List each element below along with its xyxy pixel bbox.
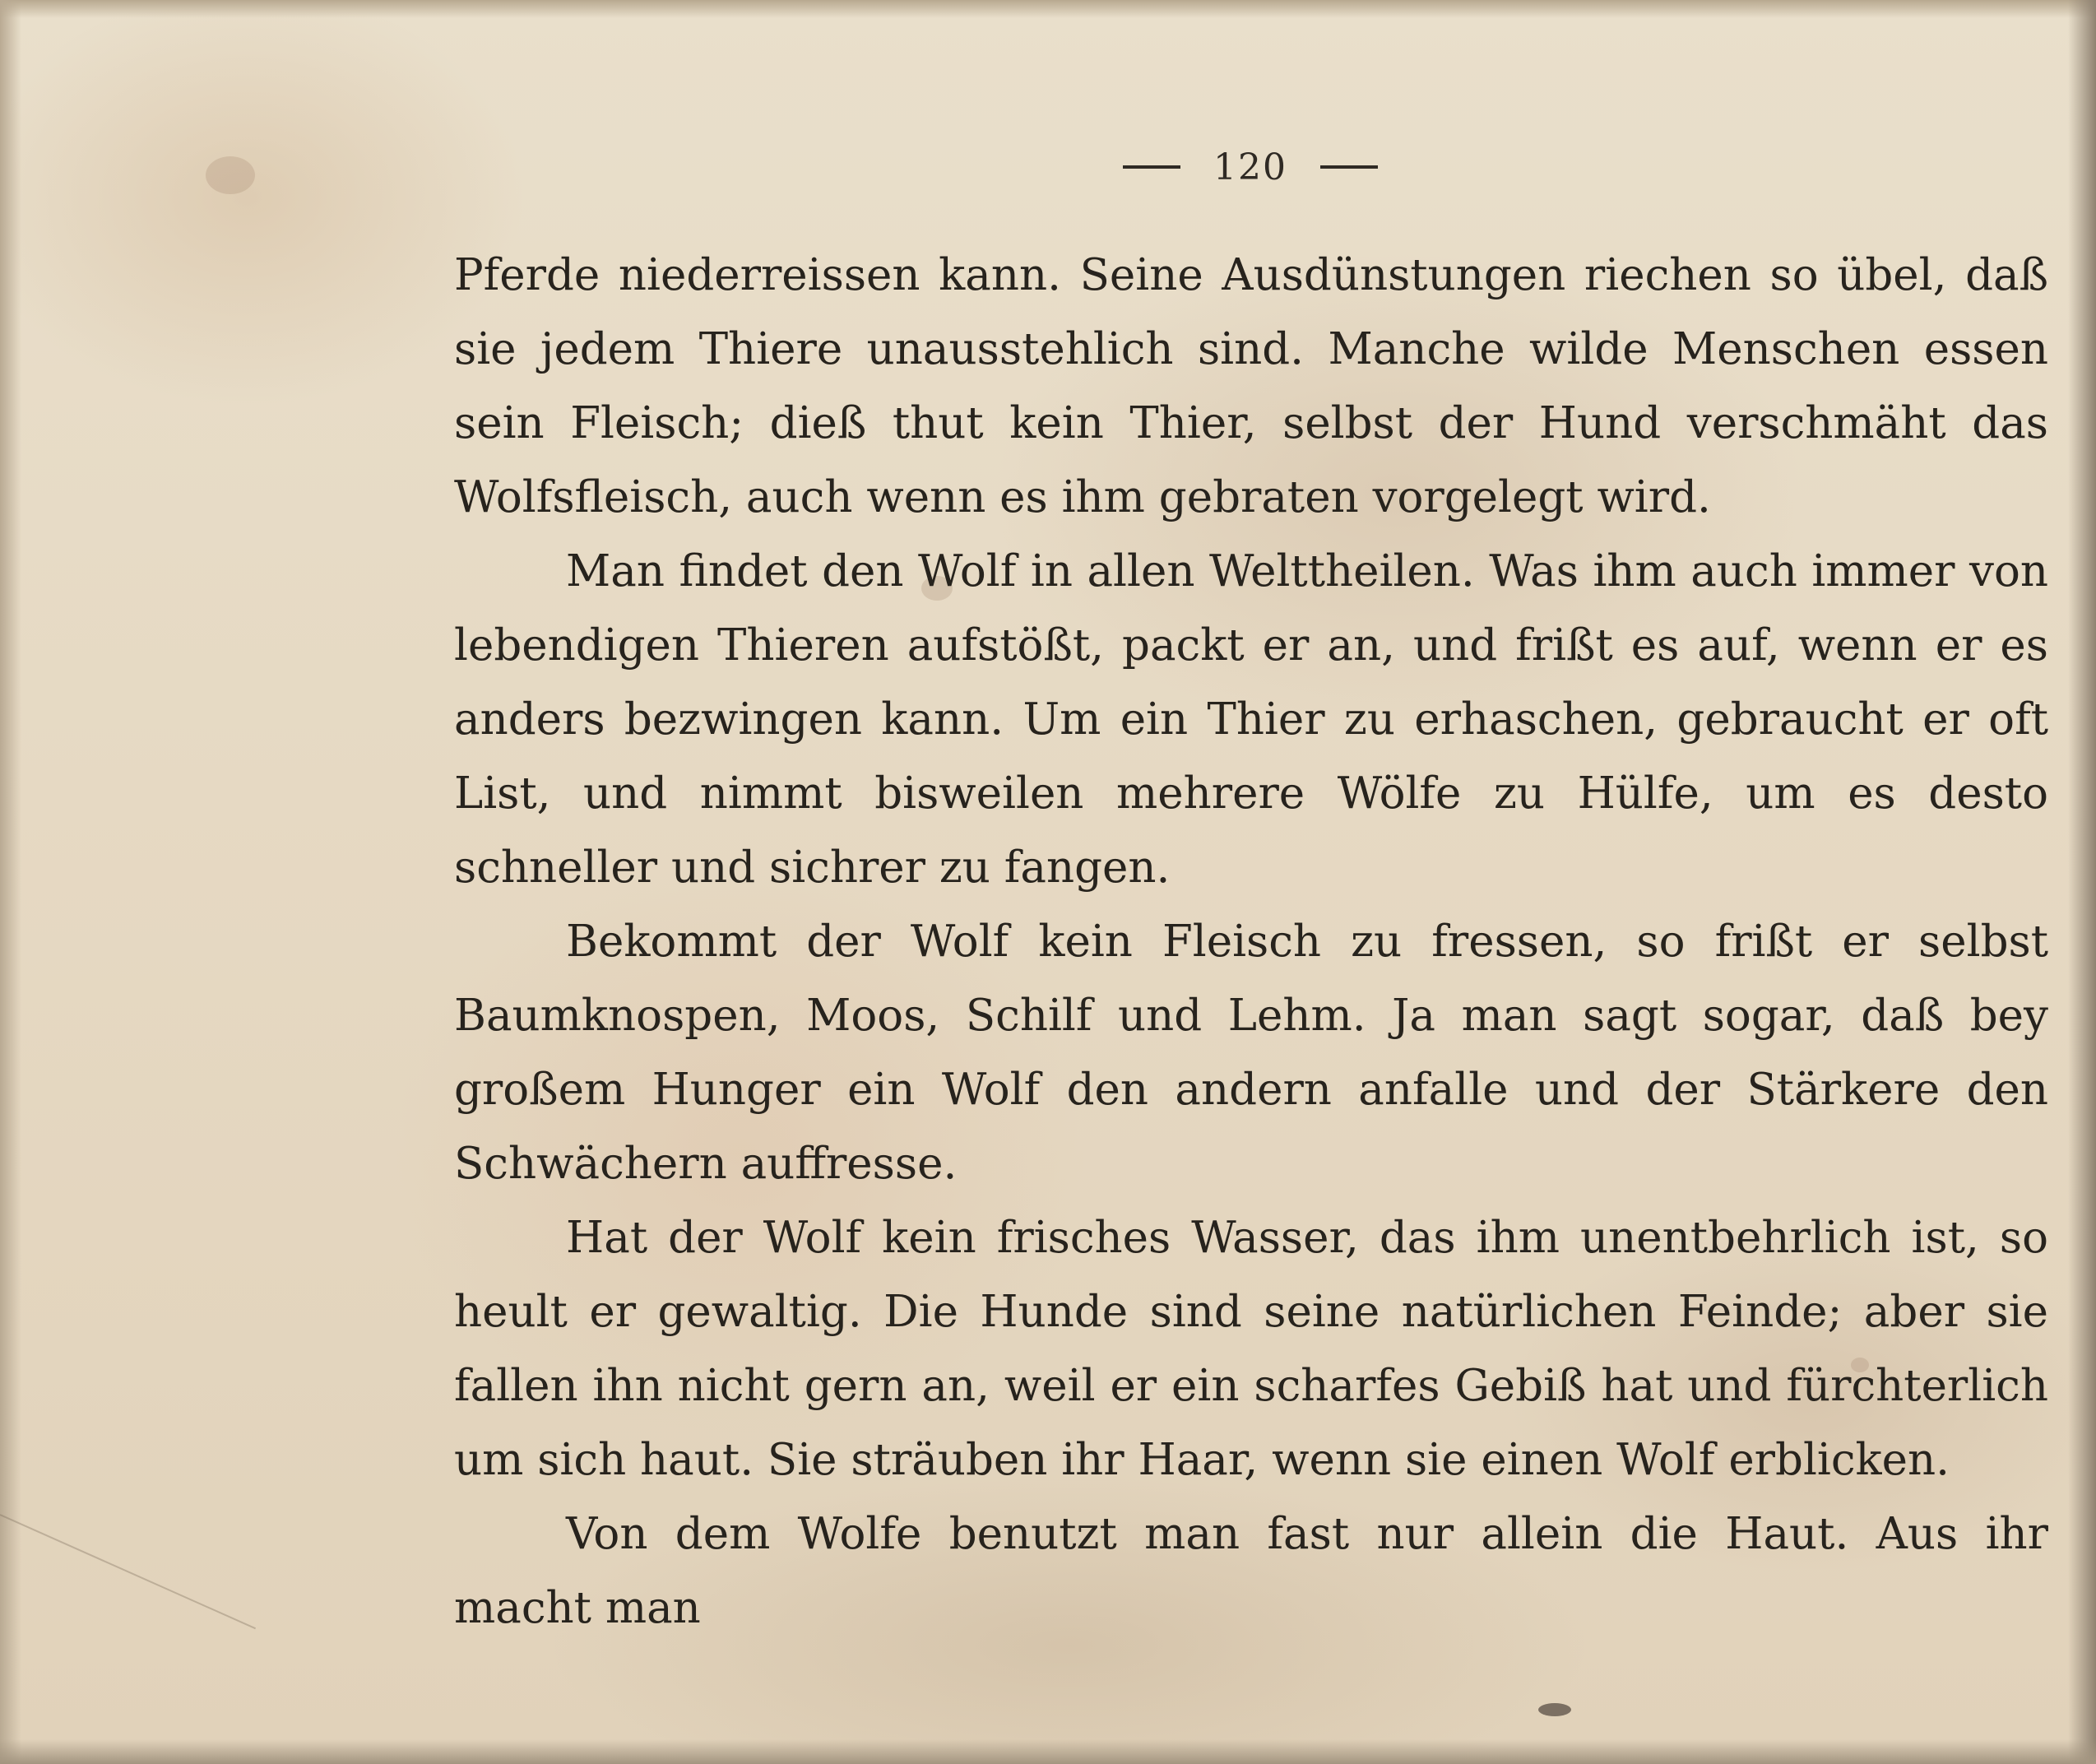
page-number: 120: [1213, 146, 1287, 188]
paragraph: Von dem Wolfe benutzt man fast nur allein die Haut. Aus ihr macht man: [454, 1509, 2048, 1633]
paragraph-continuation: Pferde niederreissen kann. Seine Ausdünstungen riechen so übel, daß sie jedem Thiere unausstehlich sind. Manche wilde Menschen essen sein Fleisch; dieß thut kein Thier, selbst der Hund verschmäht das Wolfsfleisch, auch wenn es ihm gebraten vorgelegt wird.: [454, 250, 2048, 522]
paper-crease: [0, 1514, 256, 1629]
page-edge-bottom: [0, 1739, 2096, 1764]
page-edge-left: [0, 0, 21, 1764]
page-edge-right: [2068, 0, 2096, 1764]
paragraph: Bekommt der Wolf kein Fleisch zu fressen, so frißt er selbst Baumknospen, Moos, Schilf und Lehm. Ja man sagt sogar, daß bey großem Hunger ein Wolf den andern anfalle und der Stärkere den Schwächern auffresse.: [454, 917, 2048, 1189]
paragraph: Hat der Wolf kein frisches Wasser, das ihm unentbehrlich ist, so heult er gewaltig. Die Hunde sind seine natürlichen Feinde; aber sie fallen ihn nicht gern an, weil er ein scharfes Gebiß hat und fürchterlich um sich haut. Sie sträuben ihr Haar, wenn sie einen Wolf erblicken.: [454, 1213, 2048, 1485]
header-dash-right: [1320, 165, 1378, 169]
header-dash-left: [1123, 165, 1180, 169]
foxing-spot: [1538, 1703, 1571, 1716]
page-header: [1078, 138, 1423, 196]
foxing-spot: [206, 156, 255, 194]
body-text: [454, 239, 2048, 1646]
page-edge-top: [0, 0, 2096, 18]
paragraph: Man findet den Wolf in allen Welttheilen. Was ihm auch immer von lebendigen Thieren aufstößt, packt er an, und frißt es auf, wenn er es anders bezwingen kann. Um ein Thier zu erhaschen, gebraucht er oft List, und nimmt bisweilen mehrere Wölfe zu Hülfe, um es desto schneller und sichrer zu fangen.: [454, 546, 2048, 893]
